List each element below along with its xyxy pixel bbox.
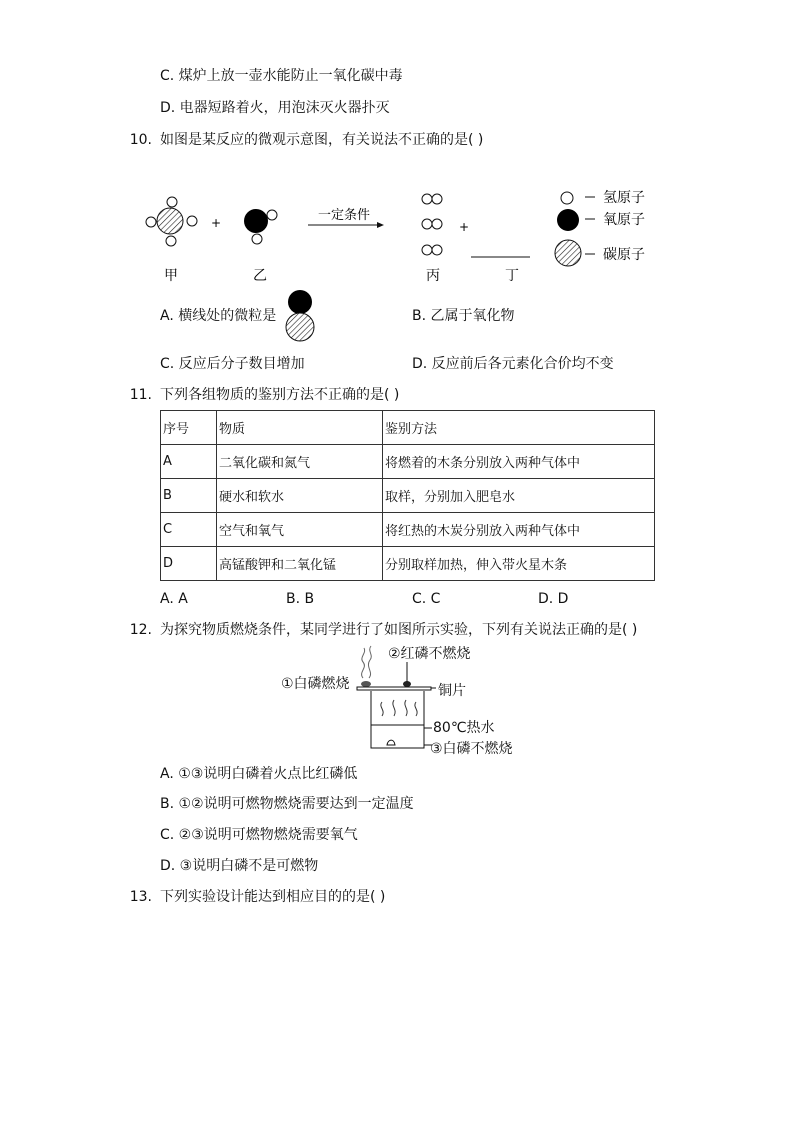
q12-number: 12. xyxy=(129,622,152,638)
q13-stem: 下列实验设计能达到相应目的的是( ) xyxy=(160,889,386,905)
molecule-yi xyxy=(244,209,277,244)
legend-oxygen: 氧原子 xyxy=(603,212,645,228)
q10-reaction-diagram xyxy=(0,0,794,300)
arrow-head xyxy=(377,222,384,228)
table-cell: C xyxy=(161,513,217,547)
reaction-condition: 一定条件 xyxy=(317,208,371,223)
q9-option-c: C. 煤炉上放一壶水能防止一氧化碳中毒 xyxy=(160,68,403,84)
header-cell: 序号 xyxy=(161,411,217,445)
label-bing: 丙 xyxy=(426,268,440,284)
table-cell: B xyxy=(161,479,217,513)
q11-stem: 下列各组物质的鉴别方法不正确的是( ) xyxy=(160,387,400,403)
q11-number: 11. xyxy=(129,387,152,403)
q12-option-c: C. ②③说明可燃物燃烧需要氧气 xyxy=(160,827,358,843)
table-cell: 分别取样加热，伸入带火星木条 xyxy=(383,547,655,581)
q10-option-a: A. 横线处的微粒是 xyxy=(160,308,277,324)
table-row xyxy=(161,479,655,513)
molecule-bing xyxy=(422,194,442,255)
q10-stem: 如图是某反应的微观示意图，有关说法不正确的是( ) xyxy=(160,132,484,148)
header-cell: 鉴别方法 xyxy=(383,411,655,445)
table-row xyxy=(161,513,655,547)
table-cell: D xyxy=(161,547,217,581)
q10-option-c: C. 反应后分子数目增加 xyxy=(160,356,305,372)
q9-option-d: D. 电器短路着火，用泡沫灭火器扑灭 xyxy=(160,100,390,116)
q10-number: 10. xyxy=(129,132,152,148)
table-cell: 将红热的木炭分别放入两种气体中 xyxy=(383,513,655,547)
q10-option-b: B. 乙属于氧化物 xyxy=(412,308,515,324)
table-cell: 二氧化碳和氮气 xyxy=(217,445,383,479)
molecule-jia xyxy=(146,197,197,246)
header-cell: 物质 xyxy=(217,411,383,445)
table-row xyxy=(161,445,655,479)
q11-option-a: A. A xyxy=(160,591,188,607)
q10-plus-1: + xyxy=(210,216,222,230)
q10-plus-2: + xyxy=(458,220,470,234)
legend xyxy=(555,190,645,266)
table-cell: 硬水和软水 xyxy=(217,479,383,513)
label-ding: 丁 xyxy=(505,268,519,284)
q12-label-red-phosphorus: ②红磷不燃烧 xyxy=(388,646,471,662)
q12-option-d: D. ③说明白磷不是可燃物 xyxy=(160,858,319,874)
q13-number: 13. xyxy=(129,889,152,905)
q12-label-underwater: ③白磷不燃烧 xyxy=(430,741,513,757)
table-row xyxy=(161,547,655,581)
legend-carbon: 碳原子 xyxy=(603,247,645,263)
legend-hydrogen: 氢原子 xyxy=(603,190,645,206)
q12-label-white-phosphorus: ①白磷燃烧 xyxy=(281,676,350,692)
label-jia: 甲 xyxy=(164,268,178,284)
q10-option-d: D. 反应前后各元素化合价均不变 xyxy=(412,356,614,372)
table-cell: 取样，分别加入肥皂水 xyxy=(383,479,655,513)
q11-option-d: D. D xyxy=(538,591,569,607)
q12-option-a: A. ①③说明白磷着火点比红磷低 xyxy=(160,766,358,782)
table-cell: 将燃着的木条分别放入两种气体中 xyxy=(383,445,655,479)
table-cell: 高锰酸钾和二氧化锰 xyxy=(217,547,383,581)
q12-label-copper: 铜片 xyxy=(438,683,466,699)
table-header-row xyxy=(161,411,655,445)
q12-label-hot-water: 80℃热水 xyxy=(433,720,495,736)
table-cell: 空气和氧气 xyxy=(217,513,383,547)
q12-option-b: B. ①②说明可燃物燃烧需要达到一定温度 xyxy=(160,796,414,812)
q11-option-b: B. B xyxy=(286,591,315,607)
q11-option-c: C. C xyxy=(412,591,441,607)
q11-table xyxy=(160,410,655,581)
table-cell: A xyxy=(161,445,217,479)
q12-stem: 为探究物质燃烧条件，某同学进行了如图所示实验，下列有关说法正确的是( ) xyxy=(160,622,638,638)
co-molecule-icon xyxy=(284,288,318,344)
label-yi: 乙 xyxy=(253,268,267,284)
